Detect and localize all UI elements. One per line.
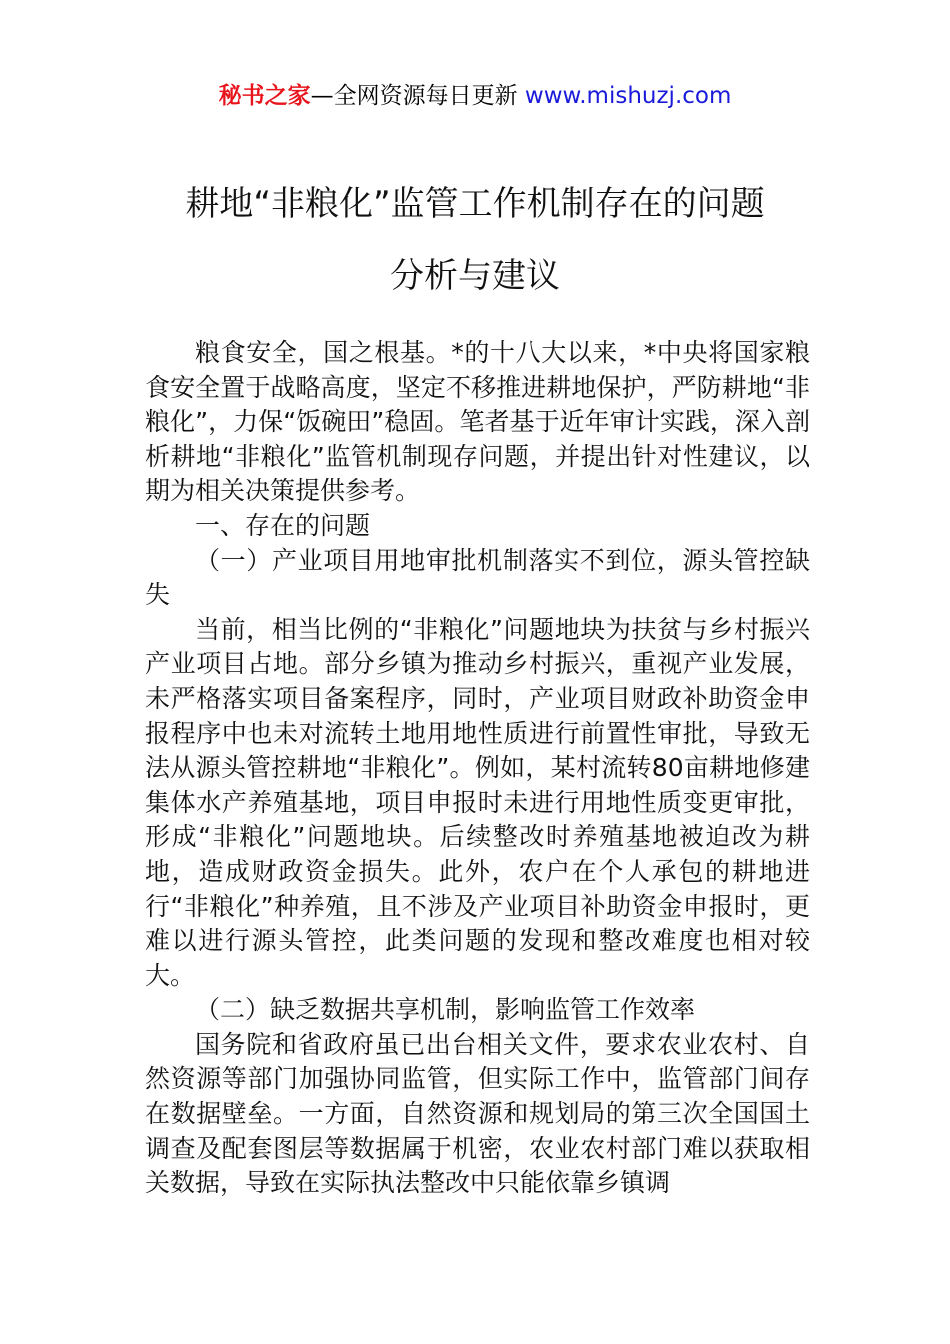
document-body xyxy=(145,336,810,1201)
section-heading-problems: 一、存在的问题 xyxy=(195,510,371,540)
subsection-heading-2: （二）缺乏数据共享机制，影响监管工作效率 xyxy=(195,995,696,1025)
subsection-body-1: 当前，相当比例的“非粮化”问题地块为扶贫与乡村振兴产业项目占地。部分乡镇为推动乡村振兴，重视产业发展，未严格落实项目备案程序，同时，产业项目财政补助资金申报程序中也未对流转土地用地性质进行前置性审批，导致无法从源头管控耕地“非粮化”。例如，某村流转80亩耕地修建集体水产养殖基地，项目申报时未进行用地性质变更审批，形成“非粮化”问题地块。后续整改时养殖基地被迫改为耕地，造成财政资金损失。此外，农户在个人承包的耕地进行“非粮化”种养殖，且不涉及产业项目补助资金申报时，更难以进行源头管控，此类问题的发现和整改难度也相对较大。 xyxy=(145,614,810,990)
document-title-line-1: 耕地“非粮化”监管工作机制存在的问题 xyxy=(185,184,765,224)
brand-name: 秘书之家 xyxy=(218,83,311,109)
subsection-body-2: 国务院和省政府虽已出台相关文件，要求农业农村、自然资源等部门加强协同监管，但实际工作中，监管部门间存在数据壁垒。一方面，自然资源和规划局的第三次全国国土调查及配套图层等数据属于机密，农业农村部门难以获取相关数据，导致在实际执法整改中只能依靠乡镇调 xyxy=(145,1029,810,1198)
document-title-line-2: 分析与建议 xyxy=(390,256,560,296)
site-header xyxy=(0,80,950,112)
subsection-heading-1: （一）产业项目用地审批机制落实不到位，源头管控缺失 xyxy=(145,545,810,610)
intro-paragraph: 粮食安全，国之根基。*的十八大以来，*中央将国家粮食安全置于战略高度，坚定不移推进耕地保护，严防耕地“非粮化”，力保“饭碗田”稳固。笔者基于近年审计实践，深入剖析耕地“非粮化”监管机制现存问题，并提出针对性建议，以期为相关决策提供参考。 xyxy=(145,338,810,506)
header-tagline: —全网资源每日更新 xyxy=(310,83,525,109)
site-url[interactable]: www.mishuzj.com xyxy=(524,83,732,109)
